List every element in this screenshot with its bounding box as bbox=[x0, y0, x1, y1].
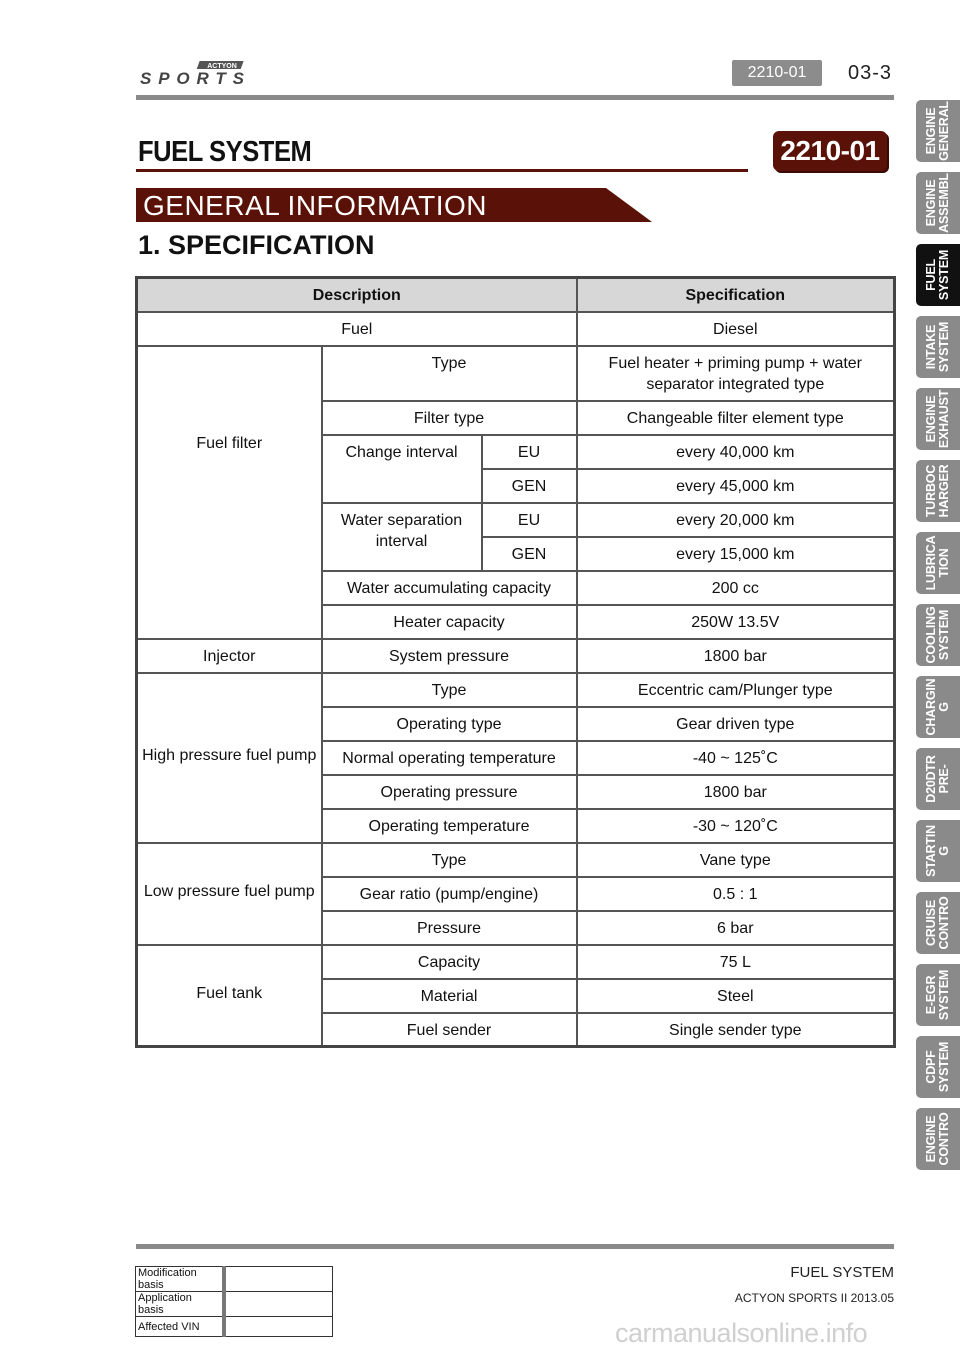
system-title: FUEL SYSTEM bbox=[138, 136, 312, 168]
side-tab-turbocharger[interactable]: TURBOC HARGER bbox=[916, 460, 960, 522]
side-tab-engine-control[interactable]: ENGINE CONTRO bbox=[916, 1108, 960, 1170]
water-gen-value: every 15,000 km bbox=[577, 537, 895, 571]
fuel-tank-group: Fuel tank bbox=[137, 945, 322, 1047]
modification-basis-value bbox=[224, 1267, 333, 1292]
watermark: carmanualsonline.info bbox=[615, 1318, 868, 1348]
table-row bbox=[137, 843, 895, 877]
side-tab-fuel-system[interactable]: FUEL SYSTEM bbox=[916, 244, 960, 306]
filter-type-label: Type bbox=[322, 346, 577, 401]
side-tab-engine-exhaust[interactable]: ENGINE EXHAUST bbox=[916, 388, 960, 450]
specification-table bbox=[135, 276, 896, 1048]
change-eu-label: EU bbox=[482, 435, 577, 469]
water-gen-label: GEN bbox=[482, 537, 577, 571]
hp-operating-temp-value: -30 ~ 120˚C bbox=[577, 809, 895, 843]
low-pressure-pump-group: Low pressure fuel pump bbox=[137, 843, 322, 945]
table-header-row bbox=[137, 278, 895, 312]
system-pressure-value: 1800 bar bbox=[577, 639, 895, 673]
side-tab-engine-assembly[interactable]: ENGINE ASSEMBL bbox=[916, 172, 960, 234]
filter-type-value: Fuel heater + priming pump + water separator integrated type bbox=[577, 346, 895, 401]
svg-text:SPORTS: SPORTS bbox=[140, 69, 244, 88]
hp-normal-temp-label: Normal operating temperature bbox=[322, 741, 577, 775]
table-row bbox=[137, 639, 895, 673]
side-tab-cdpf-system[interactable]: CDPF SYSTEM bbox=[916, 1036, 960, 1098]
water-accumulating-value: 200 cc bbox=[577, 571, 895, 605]
table-row bbox=[136, 1267, 333, 1292]
footer-system-name: FUEL SYSTEM bbox=[790, 1264, 894, 1281]
change-gen-label: GEN bbox=[482, 469, 577, 503]
section-banner-title: GENERAL INFORMATION bbox=[143, 190, 487, 221]
side-tab-cruise-control[interactable]: CRUISE CONTRO bbox=[916, 892, 960, 954]
page-number: 03-3 bbox=[848, 62, 893, 84]
side-tab-charging[interactable]: CHARGIN G bbox=[916, 676, 960, 738]
table-row bbox=[136, 1292, 333, 1317]
change-gen-value: every 45,000 km bbox=[577, 469, 895, 503]
section-code-badge: 2210-01 bbox=[773, 131, 887, 171]
fuel-value: Diesel bbox=[577, 312, 895, 346]
water-eu-label: EU bbox=[482, 503, 577, 537]
lp-type-label: Type bbox=[322, 843, 577, 877]
hp-operating-type-label: Operating type bbox=[322, 707, 577, 741]
actyon-sports-logo bbox=[136, 60, 248, 88]
system-title-underline bbox=[136, 169, 748, 172]
tank-capacity-value: 75 L bbox=[577, 945, 895, 979]
water-accumulating-label: Water accumulating capacity bbox=[322, 571, 577, 605]
table-row bbox=[137, 673, 895, 707]
table-row bbox=[137, 945, 895, 979]
hp-type-label: Type bbox=[322, 673, 577, 707]
water-separation-label: Water separation interval bbox=[322, 503, 482, 571]
footer-divider bbox=[136, 1244, 894, 1249]
basis-table bbox=[135, 1266, 333, 1337]
lp-gear-ratio-label: Gear ratio (pump/engine) bbox=[322, 877, 577, 911]
side-tab-cooling-system[interactable]: COOLING SYSTEM bbox=[916, 604, 960, 666]
hp-operating-temp-label: Operating temperature bbox=[322, 809, 577, 843]
side-tab-engine-general[interactable]: ENGINE GENERAL bbox=[916, 100, 960, 162]
hp-operating-type-value: Gear driven type bbox=[577, 707, 895, 741]
tank-capacity-label: Capacity bbox=[322, 945, 577, 979]
table-row bbox=[137, 346, 895, 401]
change-eu-value: every 40,000 km bbox=[577, 435, 895, 469]
table-row bbox=[137, 312, 895, 346]
side-tab-e-egr-system[interactable]: E-EGR SYSTEM bbox=[916, 964, 960, 1026]
application-basis-value bbox=[224, 1292, 333, 1317]
tank-sender-value: Single sender type bbox=[577, 1013, 895, 1047]
tank-material-label: Material bbox=[322, 979, 577, 1013]
lp-gear-ratio-value: 0.5 : 1 bbox=[577, 877, 895, 911]
hp-normal-temp-value: -40 ~ 125˚C bbox=[577, 741, 895, 775]
lp-pressure-label: Pressure bbox=[322, 911, 577, 945]
svg-text:ACTYON: ACTYON bbox=[207, 63, 237, 70]
hp-operating-pressure-value: 1800 bar bbox=[577, 775, 895, 809]
high-pressure-pump-group: High pressure fuel pump bbox=[137, 673, 322, 843]
header-code-badge: 2210-01 bbox=[732, 60, 822, 86]
water-eu-value: every 20,000 km bbox=[577, 503, 895, 537]
fuel-label: Fuel bbox=[137, 312, 577, 346]
side-tab-intake-system[interactable]: INTAKE SYSTEM bbox=[916, 316, 960, 378]
heater-capacity-label: Heater capacity bbox=[322, 605, 577, 639]
table-row bbox=[136, 1317, 333, 1337]
heater-capacity-value: 250W 13.5V bbox=[577, 605, 895, 639]
change-interval-label: Change interval bbox=[322, 435, 482, 503]
tank-sender-label: Fuel sender bbox=[322, 1013, 577, 1047]
affected-vin-label: Affected VIN bbox=[136, 1317, 225, 1337]
lp-type-value: Vane type bbox=[577, 843, 895, 877]
fuel-filter-group: Fuel filter bbox=[137, 346, 322, 639]
hp-type-value: Eccentric cam/Plunger type bbox=[577, 673, 895, 707]
injector-group: Injector bbox=[137, 639, 322, 673]
header-divider bbox=[136, 95, 894, 100]
footer-model: ACTYON SPORTS II 2013.05 bbox=[734, 1291, 894, 1305]
header-specification: Specification bbox=[577, 278, 895, 312]
side-tab-starting[interactable]: STARTIN G bbox=[916, 820, 960, 882]
specification-heading: 1. SPECIFICATION bbox=[138, 230, 375, 260]
hp-operating-pressure-label: Operating pressure bbox=[322, 775, 577, 809]
modification-basis-label: Modification basis bbox=[136, 1267, 225, 1292]
lp-pressure-value: 6 bar bbox=[577, 911, 895, 945]
filter-element-value: Changeable filter element type bbox=[577, 401, 895, 435]
filter-element-label: Filter type bbox=[322, 401, 577, 435]
tank-material-value: Steel bbox=[577, 979, 895, 1013]
header-description: Description bbox=[137, 278, 577, 312]
system-pressure-label: System pressure bbox=[322, 639, 577, 673]
side-tab-d20dtr-pre[interactable]: D20DTR PRE- bbox=[916, 748, 960, 810]
side-tab-lubrication[interactable]: LUBRICA TION bbox=[916, 532, 960, 594]
affected-vin-value bbox=[224, 1317, 333, 1337]
application-basis-label: Application basis bbox=[136, 1292, 225, 1317]
